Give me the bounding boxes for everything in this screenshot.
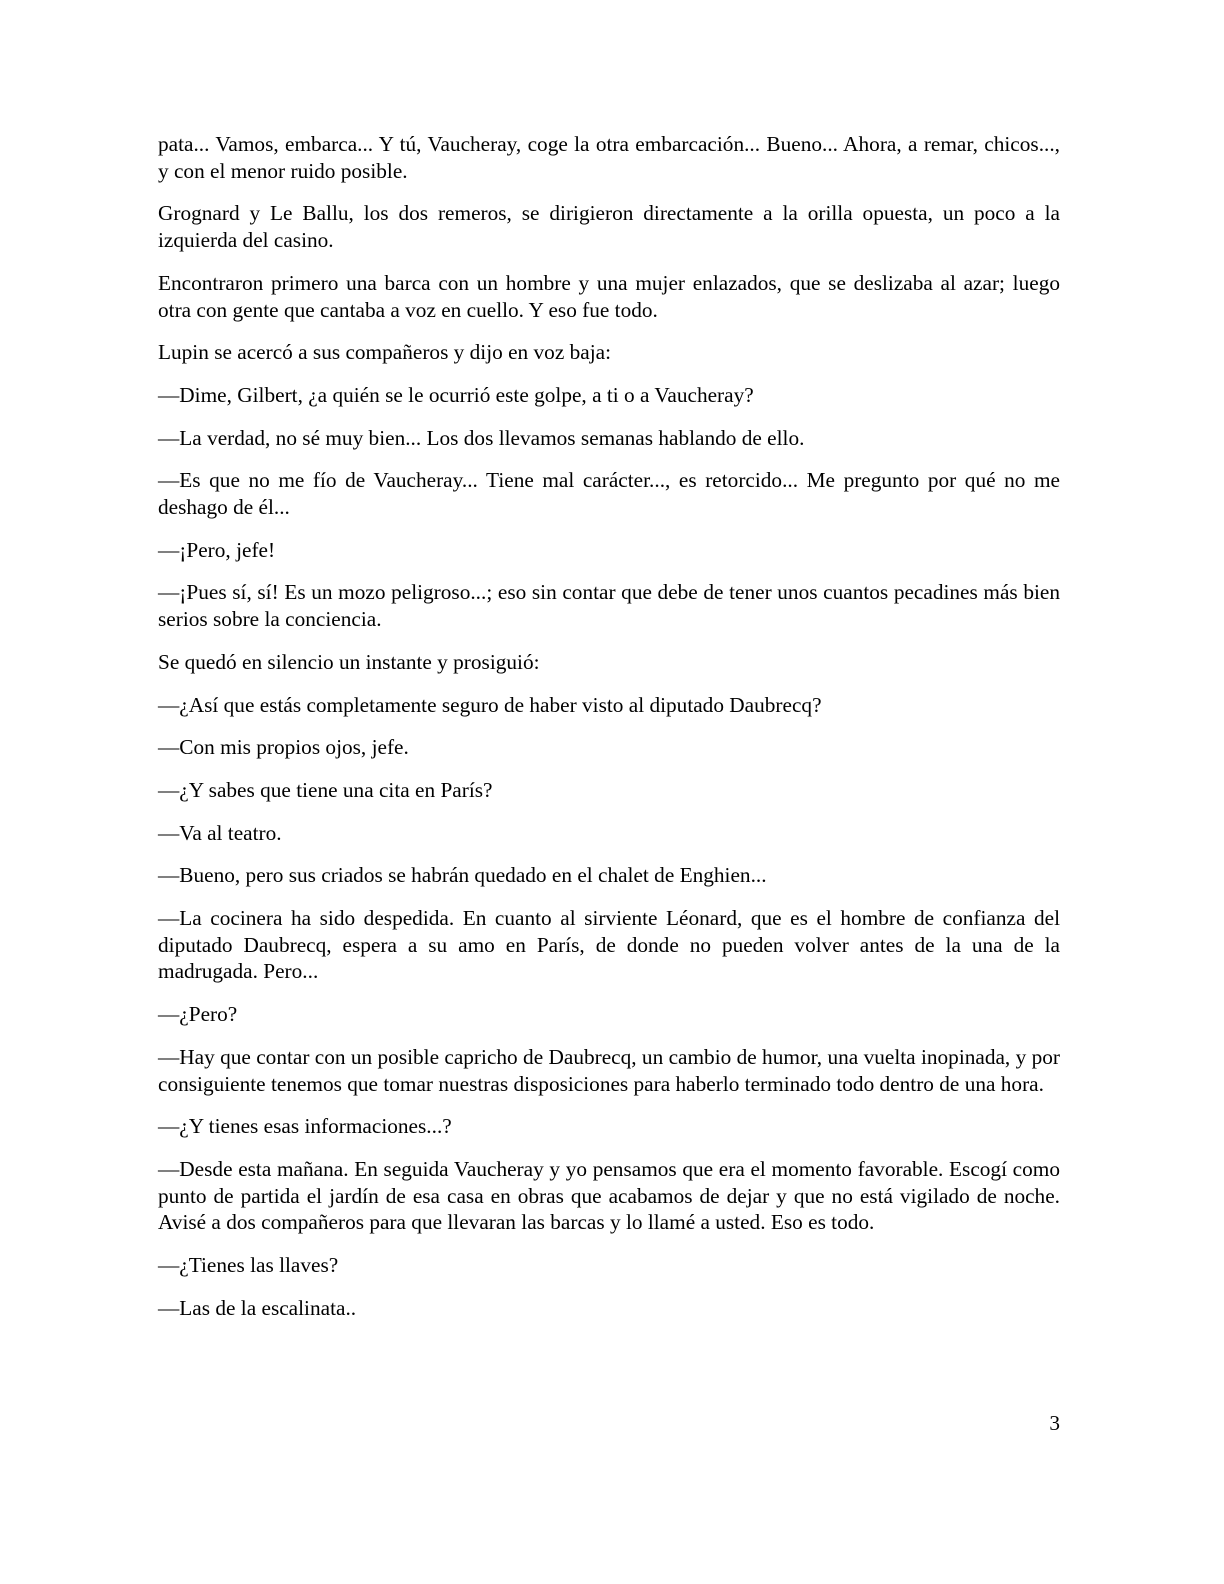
paragraph-11: —¿Así que estás completamente seguro de haber visto al diputado Daubrecq? — [158, 692, 822, 717]
paragraph-9: —¡Pues sí, sí! Es un mozo peligroso...; eso sin contar que debe de tener unos cuantos pecadines más bien serios sobre la conciencia. — [158, 580, 1060, 632]
paragraph-17: —¿Pero? — [158, 1002, 238, 1027]
paragraph-1: pata... Vamos, embarca... Y tú, Vaucheray, coge la otra embarcación... Bueno... Ahora, a remar, chicos..., y con el menor ruido posible. — [158, 132, 1060, 183]
paragraph-15: —Bueno, pero sus criados se habrán quedado en el chalet de Enghien... — [158, 863, 767, 888]
paragraph-4: Lupin se acercó a sus compañeros y dijo en voz baja: — [158, 340, 611, 365]
paragraph-20: —Desde esta mañana. En seguida Vaucheray y yo pensamos que era el momento favorable. Escogí como punto de partida el jardín de esa casa en obras que acabamos de dejar y que no está vigilado de noche. Avisé a dos compañeros para que llevaran las barcas y lo llamé a usted. Eso es todo. — [158, 1156, 1060, 1235]
paragraph-2: Grognard y Le Ballu, los dos remeros, se dirigieron directamente a la orilla opuesta, un poco a la izquierda del casino. — [158, 201, 1060, 253]
body-text — [158, 131, 1060, 1338]
paragraph-19: —¿Y tienes esas informaciones...? — [158, 1114, 452, 1139]
paragraph-8: —¡Pero, jefe! — [158, 537, 276, 562]
paragraph-16: —La cocinera ha sido despedida. En cuanto al sirviente Léonard, que es el hombre de confianza del diputado Daubrecq, espera a su amo en París, de donde no pueden volver antes de la una de la madrugada. Pero... — [158, 906, 1060, 984]
paragraph-13: —¿Y sabes que tiene una cita en París? — [158, 777, 493, 802]
paragraph-14: —Va al teatro. — [158, 820, 282, 845]
paragraph-21: —¿Tienes las llaves? — [158, 1253, 339, 1278]
paragraph-3: Encontraron primero una barca con un hombre y una mujer enlazados, que se deslizaba al azar; luego otra con gente que cantaba a voz en cuello. Y eso fue todo. — [158, 270, 1060, 322]
paragraph-10: Se quedó en silencio un instante y prosiguió: — [158, 649, 540, 674]
paragraph-5: —Dime, Gilbert, ¿a quién se le ocurrió este golpe, a ti o a Vaucheray? — [158, 382, 754, 407]
paragraph-6: —La verdad, no sé muy bien... Los dos llevamos semanas hablando de ello. — [158, 425, 805, 450]
paragraph-12: —Con mis propios ojos, jefe. — [158, 735, 409, 760]
paragraph-22: —Las de la escalinata.. — [158, 1295, 357, 1320]
paragraph-18: —Hay que contar con un posible capricho de Daubrecq, un cambio de humor, una vuelta inopinada, y por consiguiente tenemos que tomar nuestras disposiciones para haberlo terminado todo dentro de una hora. — [158, 1044, 1060, 1096]
page-number: 3 — [1049, 1411, 1060, 1435]
paragraph-7: —Es que no me fío de Vaucheray... Tiene mal carácter..., es retorcido... Me pregunto por qué no me deshago de él... — [158, 468, 1060, 520]
